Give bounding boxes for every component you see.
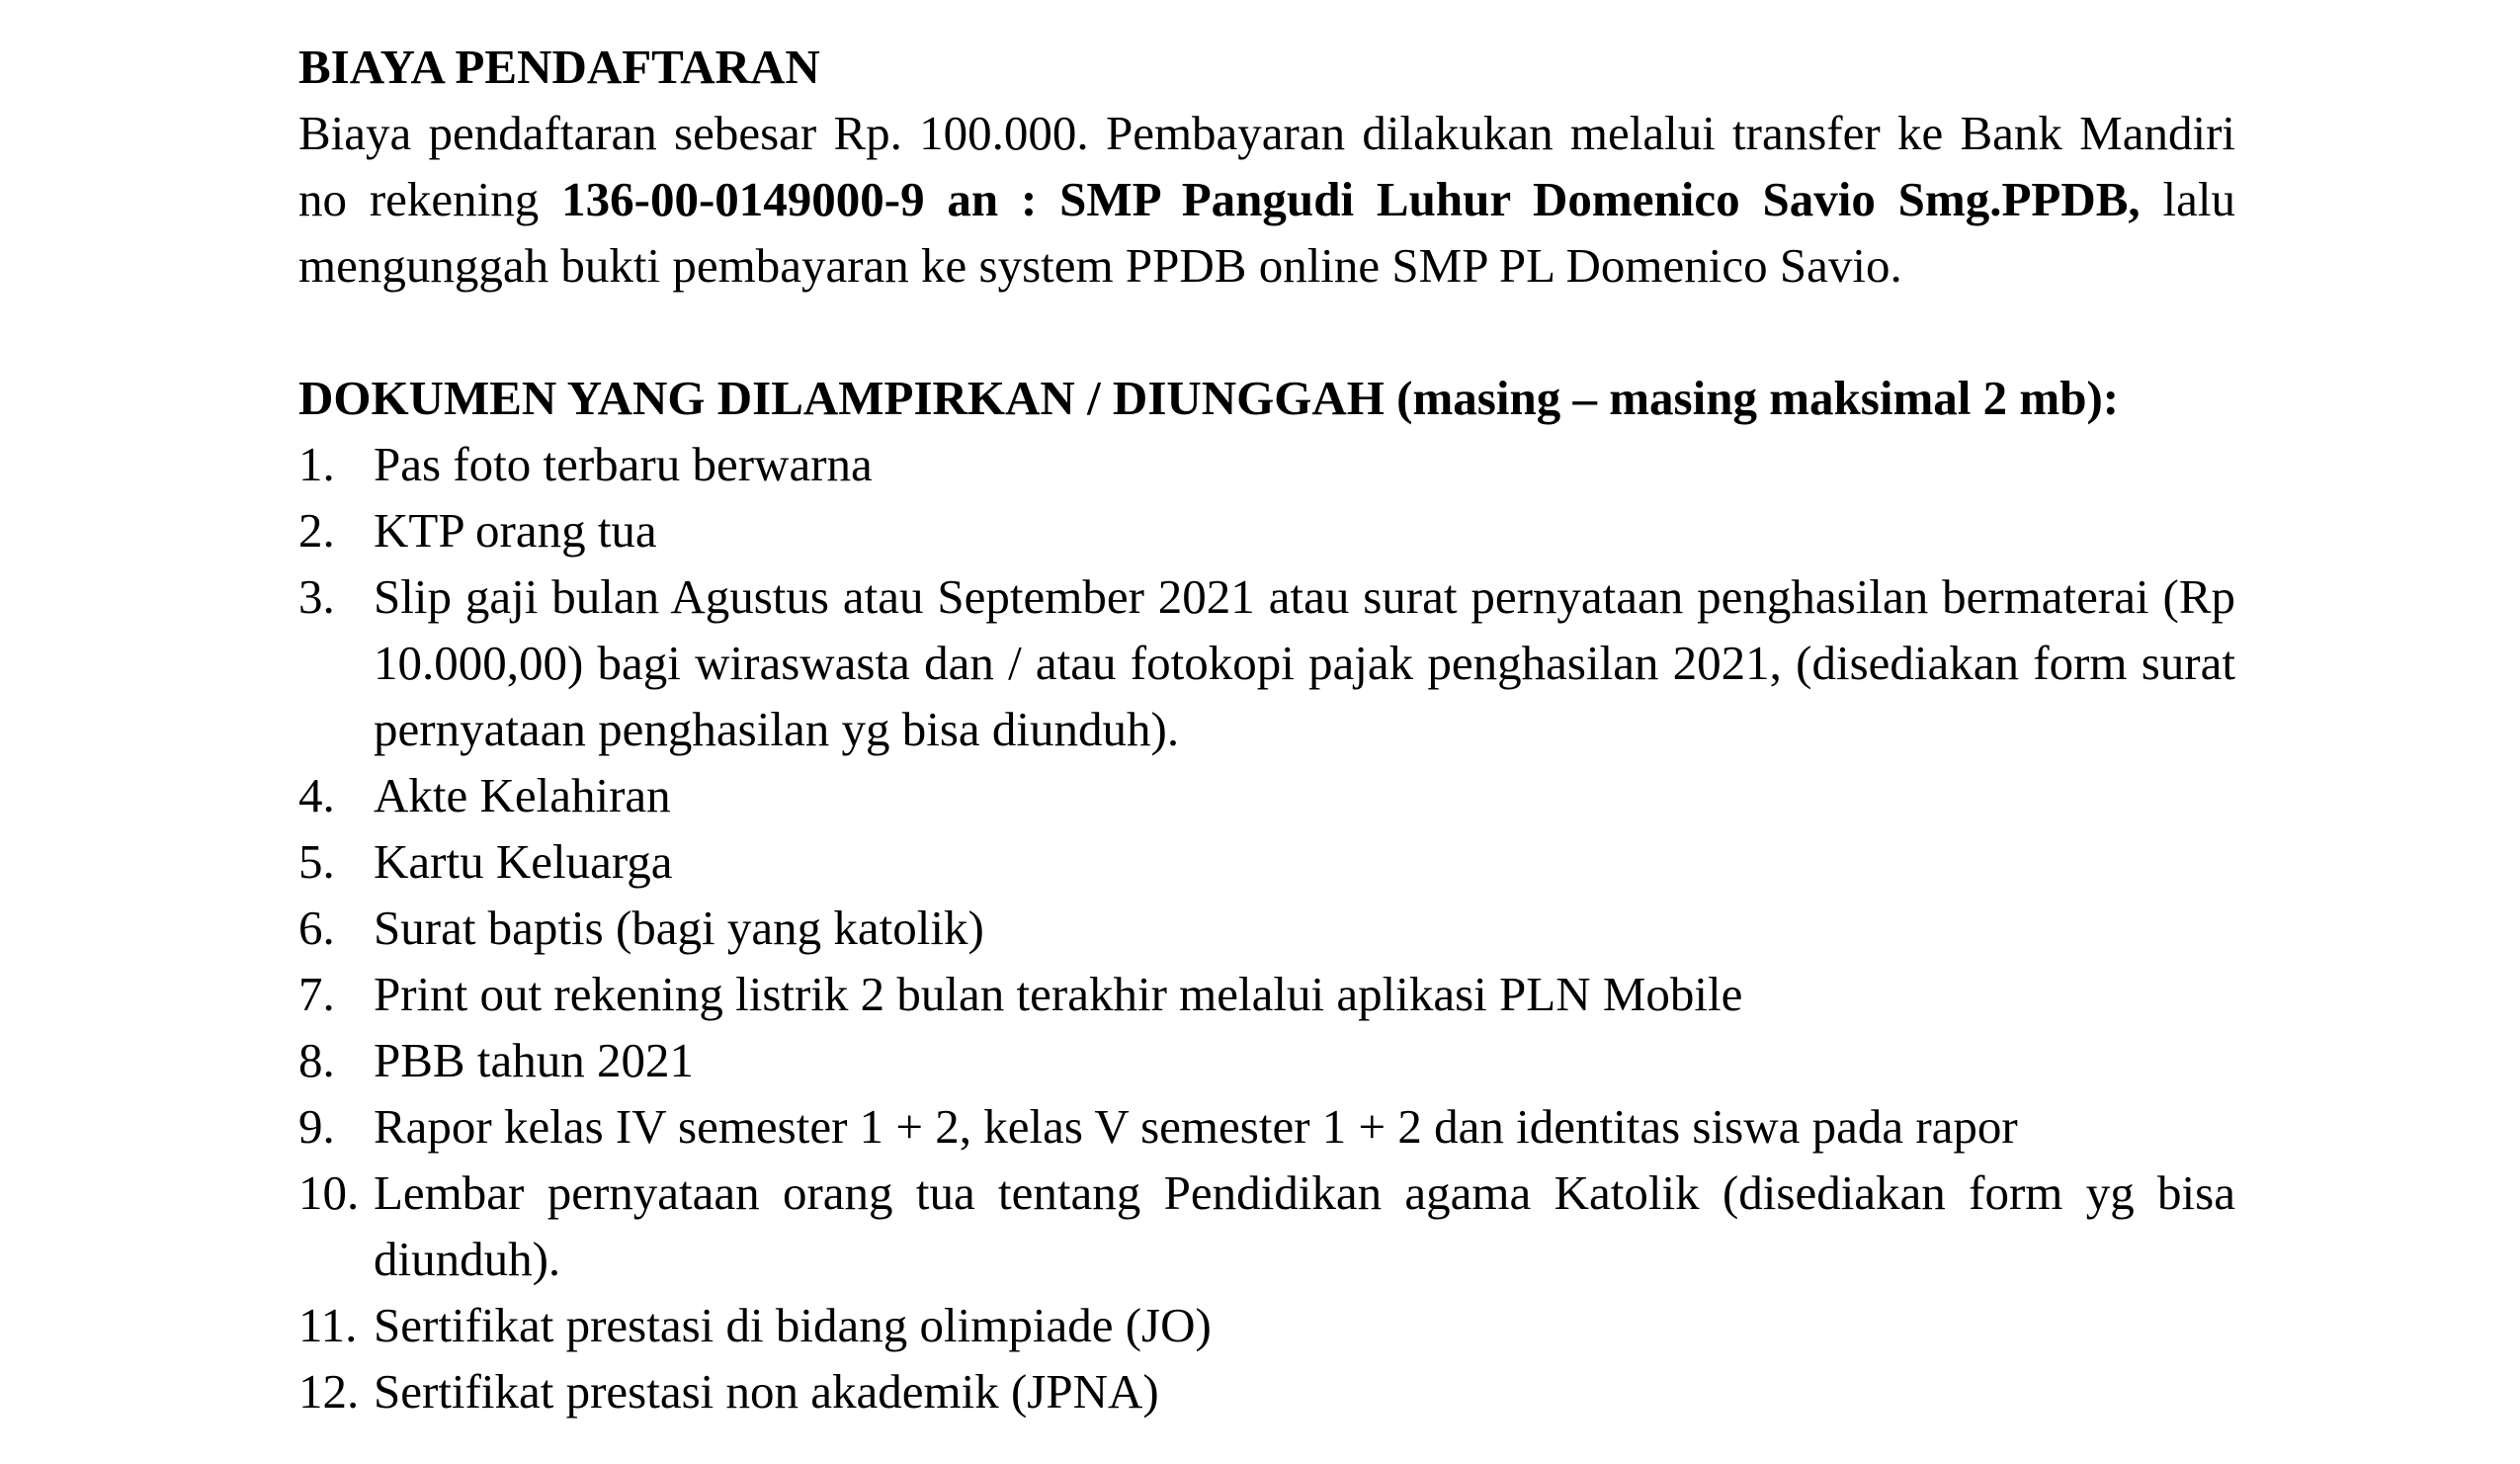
document-body [298, 34, 2235, 1424]
list-item [298, 1027, 2235, 1093]
item-number: 11. [298, 1298, 358, 1352]
item-number: 12. [298, 1364, 360, 1419]
fee-text-part1: Biaya pendaftaran sebesar Rp. 100.000. Pembayaran dilakukan melalui transfer ke Bank Mandiri no rekening [298, 106, 2235, 226]
item-text: Slip gaji bulan Agustus atau September 2021 atau surat pernyataan penghasilan bermaterai (Rp 10.000,00) bagi wiraswasta dan / atau fotokopi pajak penghasilan 2021, (disediakan form surat pernyataan penghasilan yg bisa diunduh). [374, 569, 2235, 756]
fee-heading: BIAYA PENDAFTARAN [298, 40, 820, 94]
bank-account-info: 136-00-0149000-9 an : SMP Pangudi Luhur Domenico Savio Smg.PPDB, [561, 172, 2141, 226]
item-text: Sertifikat prestasi di bidang olimpiade (JO) [374, 1298, 1212, 1352]
item-text: Akte Kelahiran [374, 768, 671, 822]
item-text: Sertifikat prestasi non akademik (JPNA) [374, 1364, 1159, 1419]
list-item [298, 961, 2235, 1027]
item-text: Surat baptis (bagi yang katolik) [374, 901, 984, 955]
list-item [298, 563, 2235, 762]
item-text: Print out rekening listrik 2 bulan terakhir melalui aplikasi PLN Mobile [374, 967, 1743, 1021]
item-text: Lembar pernyataan orang tua tentang Pendidikan agama Katolik (disediakan form yg bisa diunduh). [374, 1165, 2235, 1286]
list-item [298, 431, 2235, 497]
item-number: 6. [298, 901, 335, 955]
item-text: KTP orang tua [374, 503, 657, 558]
item-number: 7. [298, 967, 335, 1021]
list-item [298, 1292, 2235, 1358]
item-number: 3. [298, 569, 335, 624]
documents-heading: DOKUMEN YANG DILAMPIRKAN / DIUNGGAH (masing – masing maksimal 2 mb): [298, 371, 2120, 425]
item-text: Kartu Keluarga [374, 834, 673, 889]
list-item [298, 895, 2235, 961]
list-item [298, 828, 2235, 895]
item-number: 10. [298, 1165, 360, 1220]
item-number: 8. [298, 1033, 335, 1087]
list-item [298, 1358, 2235, 1424]
fee-paragraph [298, 100, 2235, 299]
fee-section [298, 34, 2235, 299]
list-item [298, 1093, 2235, 1160]
item-text: PBB tahun 2021 [374, 1033, 694, 1087]
documents-list [298, 431, 2235, 1424]
item-number: 2. [298, 503, 335, 558]
item-text: Rapor kelas IV semester 1 + 2, kelas V semester 1 + 2 dan identitas siswa pada rapor [374, 1099, 2018, 1154]
documents-section [298, 365, 2235, 1424]
item-number: 4. [298, 768, 335, 822]
item-text: Pas foto terbaru berwarna [374, 437, 873, 491]
list-item [298, 497, 2235, 563]
item-number: 1. [298, 437, 335, 491]
item-number: 5. [298, 834, 335, 889]
list-item [298, 762, 2235, 828]
section-spacer [298, 299, 2235, 365]
list-item [298, 1160, 2235, 1292]
item-number: 9. [298, 1099, 335, 1154]
fee-text-part2: lalu mengunggah bukti pembayaran ke system PPDB online SMP PL Domenico Savio. [298, 172, 2235, 293]
